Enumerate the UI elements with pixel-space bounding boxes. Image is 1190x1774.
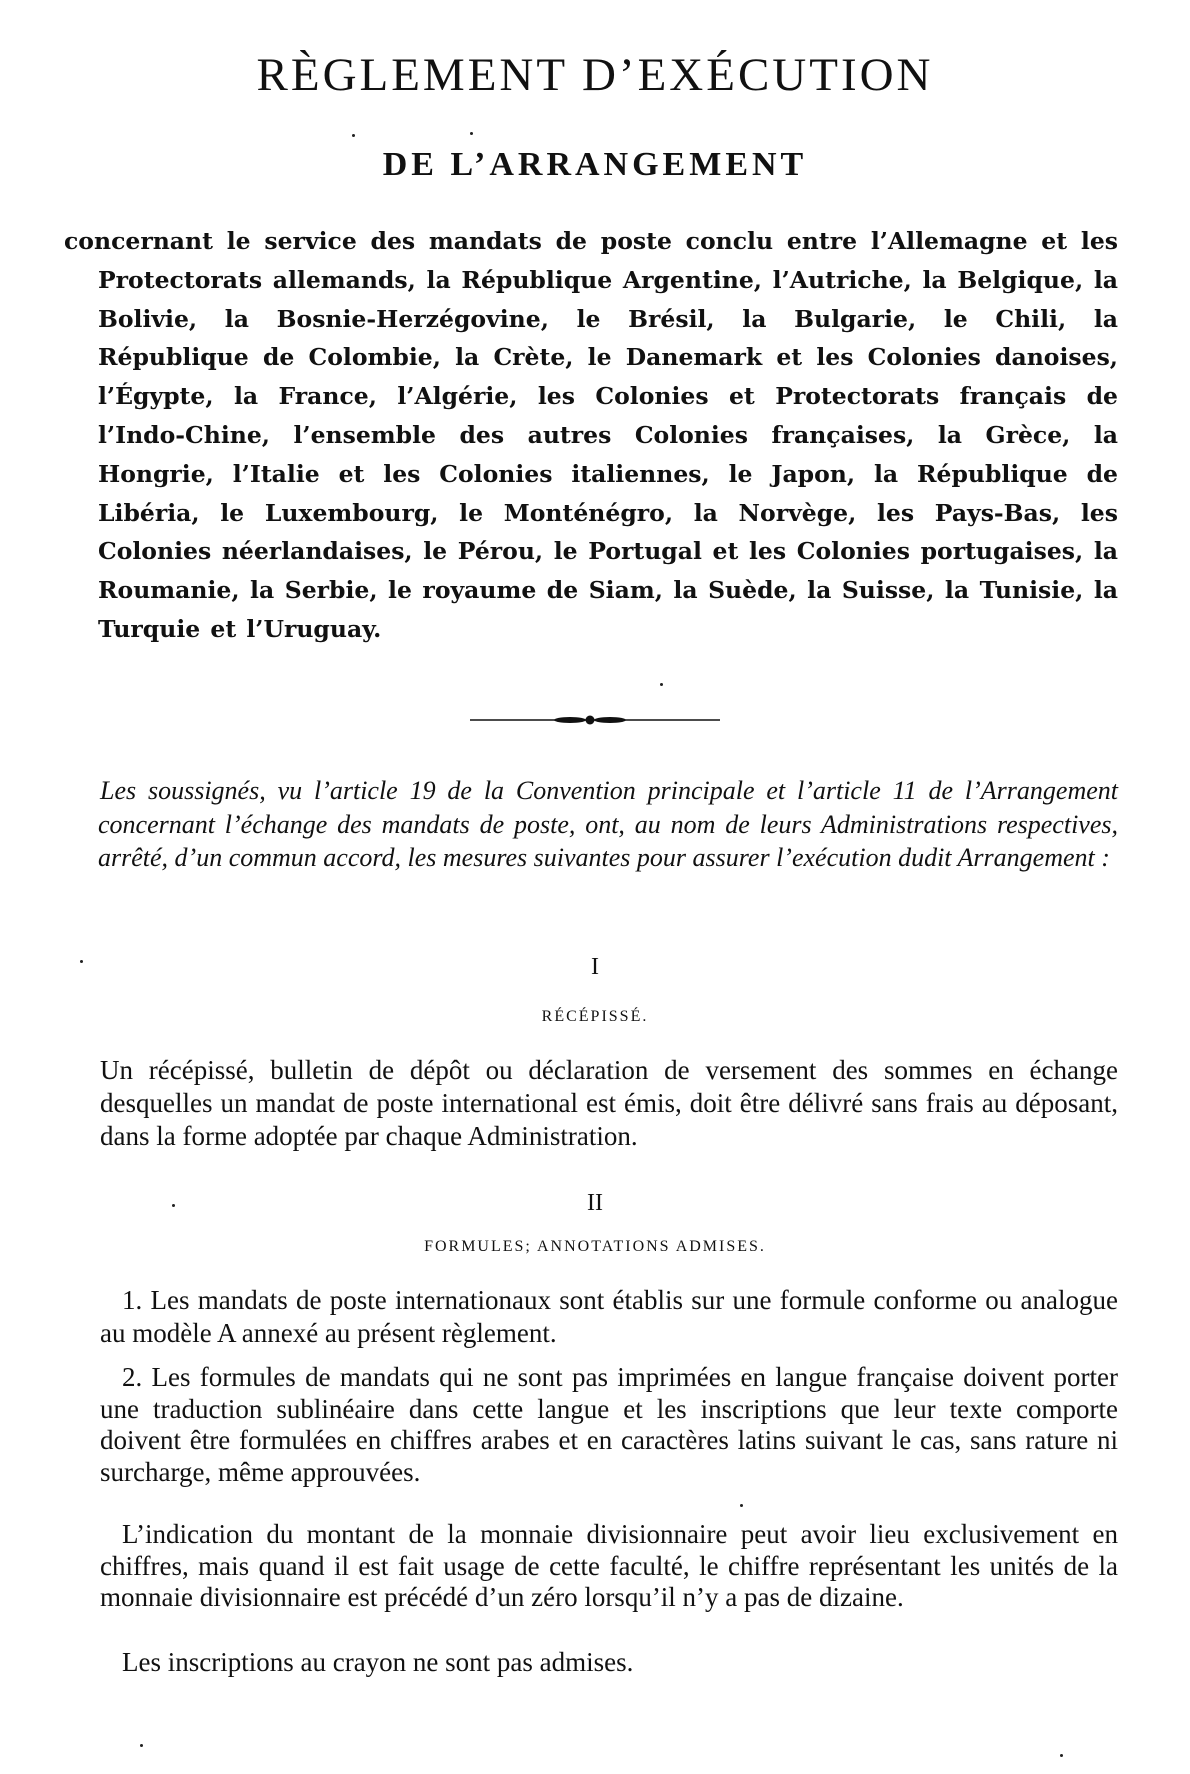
section-paragraph: L’indication du montant de la monnaie divisionnaire peut avoir lieu exclusivement en chiffres, mais quand il est fait usage de cette faculté, le chiffre représentant les unités de la monnaie divisionnaire est précédé d’un zéro lorsqu’il n’y a pas de dizaine.: [100, 1519, 1118, 1612]
print-speck: [660, 683, 663, 686]
intro-paragraph: Les soussignés, vu l’article 19 de la Convention principale et l’article 11 de l’Arrangement concernant l’échange des mandats de poste, ont, au nom de leurs Administrations respectives, arrêté, d’un commun accord, les mesures suivantes pour assurer l’exécution dudit Arrangement :: [98, 776, 1118, 872]
print-speck: [172, 1204, 175, 1207]
print-speck: [470, 132, 473, 135]
ornament-divider: [470, 714, 720, 726]
print-speck: [1060, 1754, 1063, 1757]
section-paragraph: 2. Les formules de mandats qui ne sont pas imprimées en langue française doivent porter une traduction sublinéaire dans cette langue et les inscriptions que leur texte comporte doivent être formulées en chiffres arabes et en caractères latins suivant le cas, sans rature ni surcharge, même approuvées.: [100, 1362, 1118, 1487]
print-speck: [80, 960, 83, 963]
section-paragraph: 1. Les mandats de poste internationaux sont établis sur une formule conforme ou analogue au modèle A annexé au présent règlement.: [100, 1285, 1118, 1348]
section-number: I: [591, 954, 599, 980]
print-speck: [140, 1744, 143, 1747]
print-speck: [740, 1504, 743, 1507]
section-number: II: [587, 1190, 603, 1216]
preamble-paragraph: concernant le service des mandats de poste conclu entre l’Allemagne et les Protectorats allemands, la République Argentine, l’Autriche, la Belgique, la Bolivie, la Bosnie-Herzégovine, le Brésil, la Bulgarie, le Chili, la République de Colombie, la Crète, le Danemark et les Colonies danoises, l’Égypte, la France, l’Algérie, les Colonies et Protectorats français de l’Indo-Chine, l’ensemble des autres Colonies françaises, la Grèce, la Hongrie, l’Italie et les Colonies italiennes, le Japon, la République de Libéria, le Luxembourg, le Monténégro, la Norvège, les Pays-Bas, les Colonies néerlandaises, le Pérou, le Portugal et les Colonies portugaises, la Roumanie, la Serbie, le royaume de Siam, la Suède, la Suisse, la Tunisie, la Turquie et l’Uruguay.: [64, 227, 1118, 643]
section-heading: RÉCÉPISSÉ.: [541, 1008, 649, 1025]
print-speck: [352, 134, 355, 137]
document-subtitle: DE L’ARRANGEMENT: [382, 146, 808, 183]
section-heading: FORMULES; ANNOTATIONS ADMISES.: [424, 1238, 766, 1255]
section-paragraph: Les inscriptions au crayon ne sont pas admises.: [122, 1647, 634, 1677]
section-paragraph: Un récépissé, bulletin de dépôt ou déclaration de versement des sommes en échange desquelles un mandat de poste international est émis, doit être délivré sans frais au déposant, dans la forme adoptée par chaque Administration.: [100, 1055, 1118, 1151]
document-title: RÈGLEMENT D’EXÉCUTION: [256, 49, 934, 101]
